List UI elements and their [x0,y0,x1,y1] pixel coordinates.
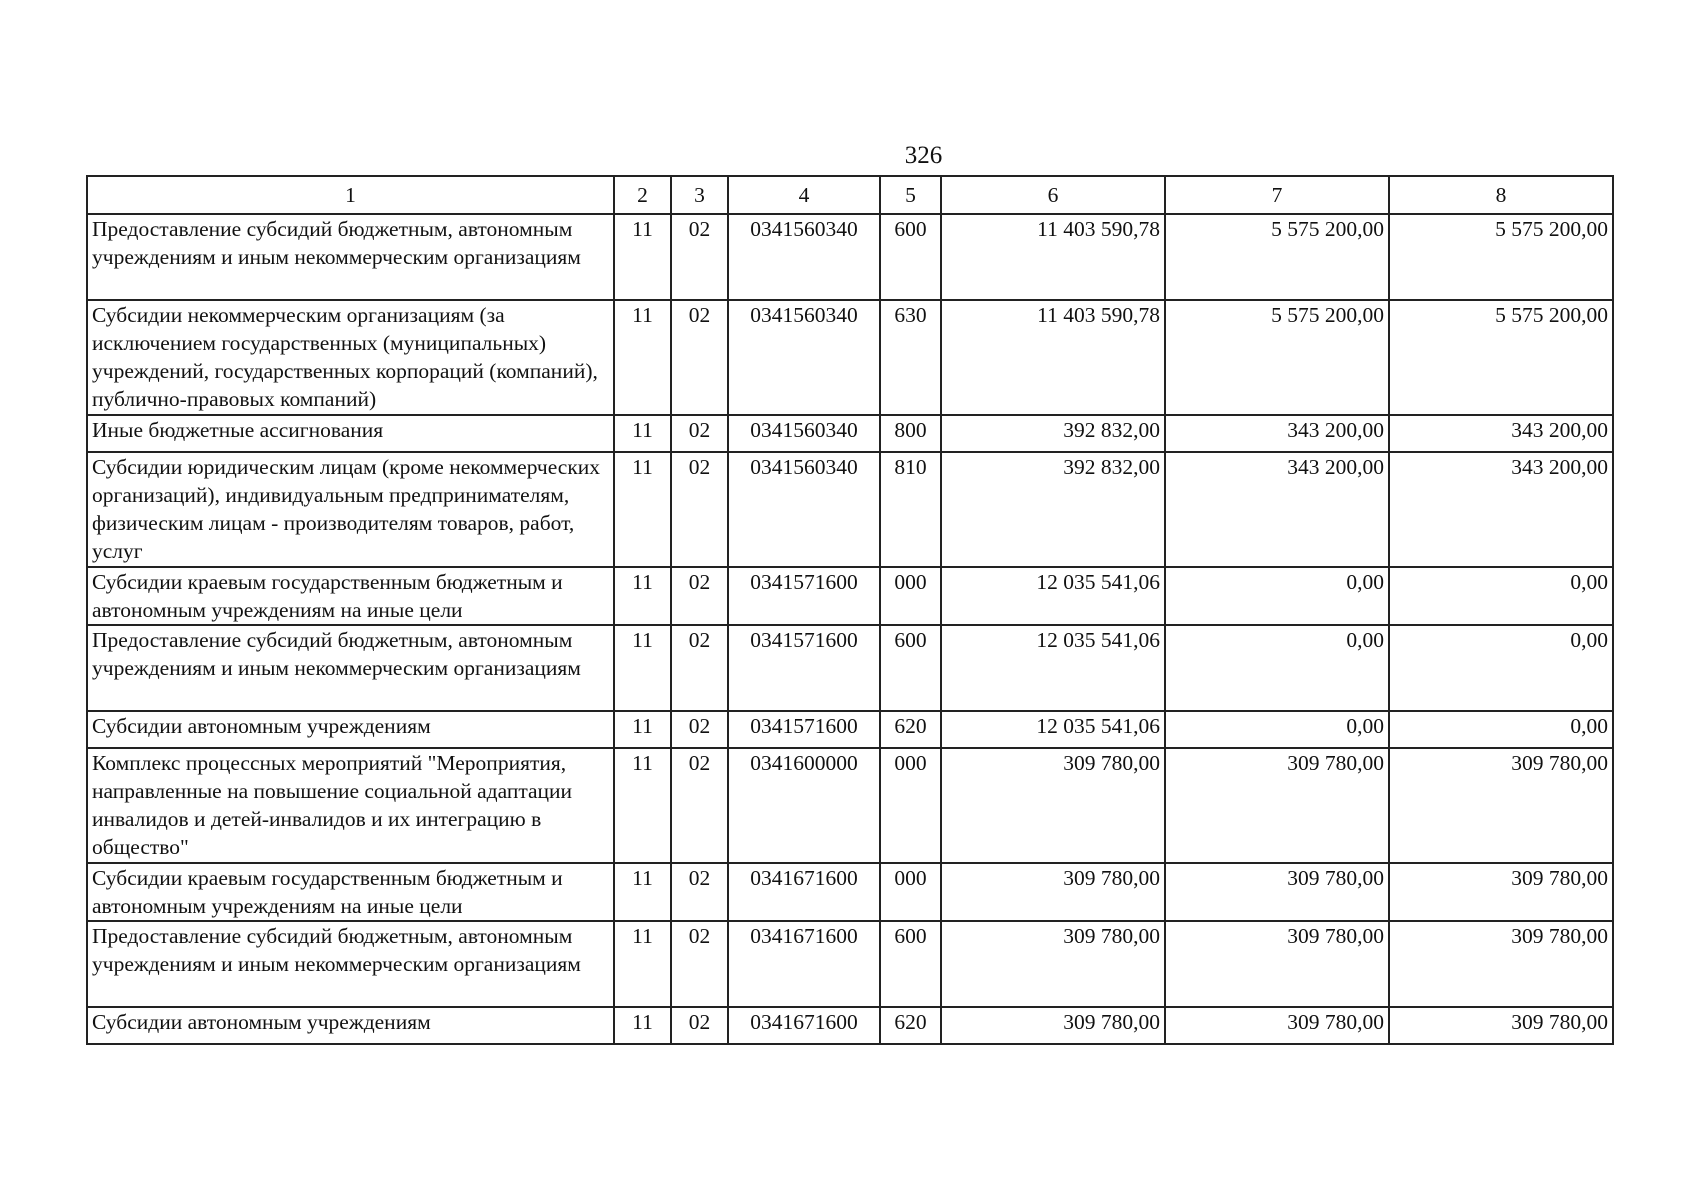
cell-expense-type: 000 [880,567,941,625]
cell-amount-8: 309 780,00 [1389,1007,1613,1044]
cell-section: 11 [614,214,671,300]
cell-target-code: 0341571600 [728,625,880,711]
cell-name: Комплекс процессных мероприятий "Мероприятия, направленные на повышение социальной адаптации инвалидов и детей-инвалидов и их интеграцию в общество" [87,748,614,863]
cell-name: Субсидии автономным учреждениям [87,1007,614,1044]
cell-amount-8: 0,00 [1389,567,1613,625]
cell-name: Предоставление субсидий бюджетным, автономным учреждениям и иным некоммерческим организациям [87,214,614,300]
cell-amount-6: 392 832,00 [941,452,1165,567]
table-row [87,711,1613,748]
cell-amount-7: 309 780,00 [1165,1007,1389,1044]
cell-amount-7: 309 780,00 [1165,863,1389,921]
header-cell-3: 3 [671,176,728,214]
cell-expense-type: 620 [880,711,941,748]
cell-expense-type: 600 [880,921,941,1007]
cell-expense-type: 600 [880,625,941,711]
cell-amount-8: 343 200,00 [1389,452,1613,567]
table-row [87,625,1613,711]
cell-amount-6: 12 035 541,06 [941,711,1165,748]
cell-section: 11 [614,711,671,748]
cell-amount-6: 392 832,00 [941,415,1165,452]
cell-name: Субсидии краевым государственным бюджетным и автономным учреждениям на иные цели [87,863,614,921]
cell-subsection: 02 [671,748,728,863]
cell-subsection: 02 [671,921,728,1007]
cell-subsection: 02 [671,214,728,300]
cell-subsection: 02 [671,415,728,452]
cell-amount-6: 11 403 590,78 [941,300,1165,415]
table-row [87,1007,1613,1044]
cell-amount-7: 309 780,00 [1165,921,1389,1007]
cell-amount-6: 12 035 541,06 [941,567,1165,625]
cell-amount-7: 0,00 [1165,625,1389,711]
cell-amount-6: 11 403 590,78 [941,214,1165,300]
cell-expense-type: 800 [880,415,941,452]
cell-section: 11 [614,1007,671,1044]
cell-subsection: 02 [671,625,728,711]
cell-amount-7: 0,00 [1165,567,1389,625]
cell-section: 11 [614,863,671,921]
cell-amount-8: 309 780,00 [1389,921,1613,1007]
table-row [87,300,1613,415]
cell-amount-6: 309 780,00 [941,748,1165,863]
cell-target-code: 0341671600 [728,1007,880,1044]
cell-section: 11 [614,415,671,452]
cell-name: Субсидии юридическим лицам (кроме некоммерческих организаций), индивидуальным предпринимателям, физическим лицам - производителям товаров, работ, услуг [87,452,614,567]
cell-amount-7: 309 780,00 [1165,748,1389,863]
cell-expense-type: 000 [880,863,941,921]
cell-amount-8: 309 780,00 [1389,863,1613,921]
cell-target-code: 0341571600 [728,567,880,625]
cell-target-code: 0341560340 [728,415,880,452]
table-row [87,567,1613,625]
header-cell-6: 6 [941,176,1165,214]
cell-amount-6: 12 035 541,06 [941,625,1165,711]
cell-amount-8: 0,00 [1389,625,1613,711]
cell-section: 11 [614,625,671,711]
cell-amount-6: 309 780,00 [941,921,1165,1007]
budget-table [86,175,1614,1045]
header-cell-5: 5 [880,176,941,214]
table-row [87,921,1613,1007]
cell-expense-type: 810 [880,452,941,567]
cell-expense-type: 000 [880,748,941,863]
cell-section: 11 [614,300,671,415]
cell-target-code: 0341571600 [728,711,880,748]
cell-amount-7: 0,00 [1165,711,1389,748]
table-row [87,415,1613,452]
table-row [87,748,1613,863]
header-cell-8: 8 [1389,176,1613,214]
cell-subsection: 02 [671,1007,728,1044]
cell-amount-7: 343 200,00 [1165,452,1389,567]
cell-subsection: 02 [671,567,728,625]
cell-section: 11 [614,567,671,625]
cell-amount-7: 343 200,00 [1165,415,1389,452]
cell-amount-7: 5 575 200,00 [1165,214,1389,300]
table-row [87,214,1613,300]
table-row [87,452,1613,567]
cell-name: Предоставление субсидий бюджетным, автономным учреждениям и иным некоммерческим организациям [87,921,614,1007]
cell-section: 11 [614,921,671,1007]
cell-section: 11 [614,452,671,567]
cell-name: Предоставление субсидий бюджетным, автономным учреждениям и иным некоммерческим организациям [87,625,614,711]
cell-name: Субсидии краевым государственным бюджетным и автономным учреждениям на иные цели [87,567,614,625]
cell-amount-8: 0,00 [1389,711,1613,748]
cell-amount-8: 309 780,00 [1389,748,1613,863]
cell-expense-type: 630 [880,300,941,415]
header-cell-2: 2 [614,176,671,214]
header-cell-4: 4 [728,176,880,214]
cell-subsection: 02 [671,863,728,921]
cell-amount-7: 5 575 200,00 [1165,300,1389,415]
cell-name: Иные бюджетные ассигнования [87,415,614,452]
cell-target-code: 0341560340 [728,214,880,300]
cell-target-code: 0341671600 [728,863,880,921]
cell-target-code: 0341560340 [728,300,880,415]
cell-expense-type: 600 [880,214,941,300]
cell-section: 11 [614,748,671,863]
cell-name: Субсидии автономным учреждениям [87,711,614,748]
cell-target-code: 0341560340 [728,452,880,567]
page-number: 326 [904,142,943,169]
cell-target-code: 0341671600 [728,921,880,1007]
cell-expense-type: 620 [880,1007,941,1044]
cell-amount-8: 343 200,00 [1389,415,1613,452]
cell-subsection: 02 [671,452,728,567]
cell-subsection: 02 [671,711,728,748]
cell-amount-8: 5 575 200,00 [1389,214,1613,300]
header-row [87,176,1613,214]
header-cell-1: 1 [87,176,614,214]
header-cell-7: 7 [1165,176,1389,214]
cell-name: Субсидии некоммерческим организациям (за исключением государственных (муниципальных) учреждений, государственных корпораций (компаний), публично-правовых компаний) [87,300,614,415]
cell-amount-8: 5 575 200,00 [1389,300,1613,415]
cell-target-code: 0341600000 [728,748,880,863]
cell-amount-6: 309 780,00 [941,863,1165,921]
table-row [87,863,1613,921]
cell-amount-6: 309 780,00 [941,1007,1165,1044]
cell-subsection: 02 [671,300,728,415]
